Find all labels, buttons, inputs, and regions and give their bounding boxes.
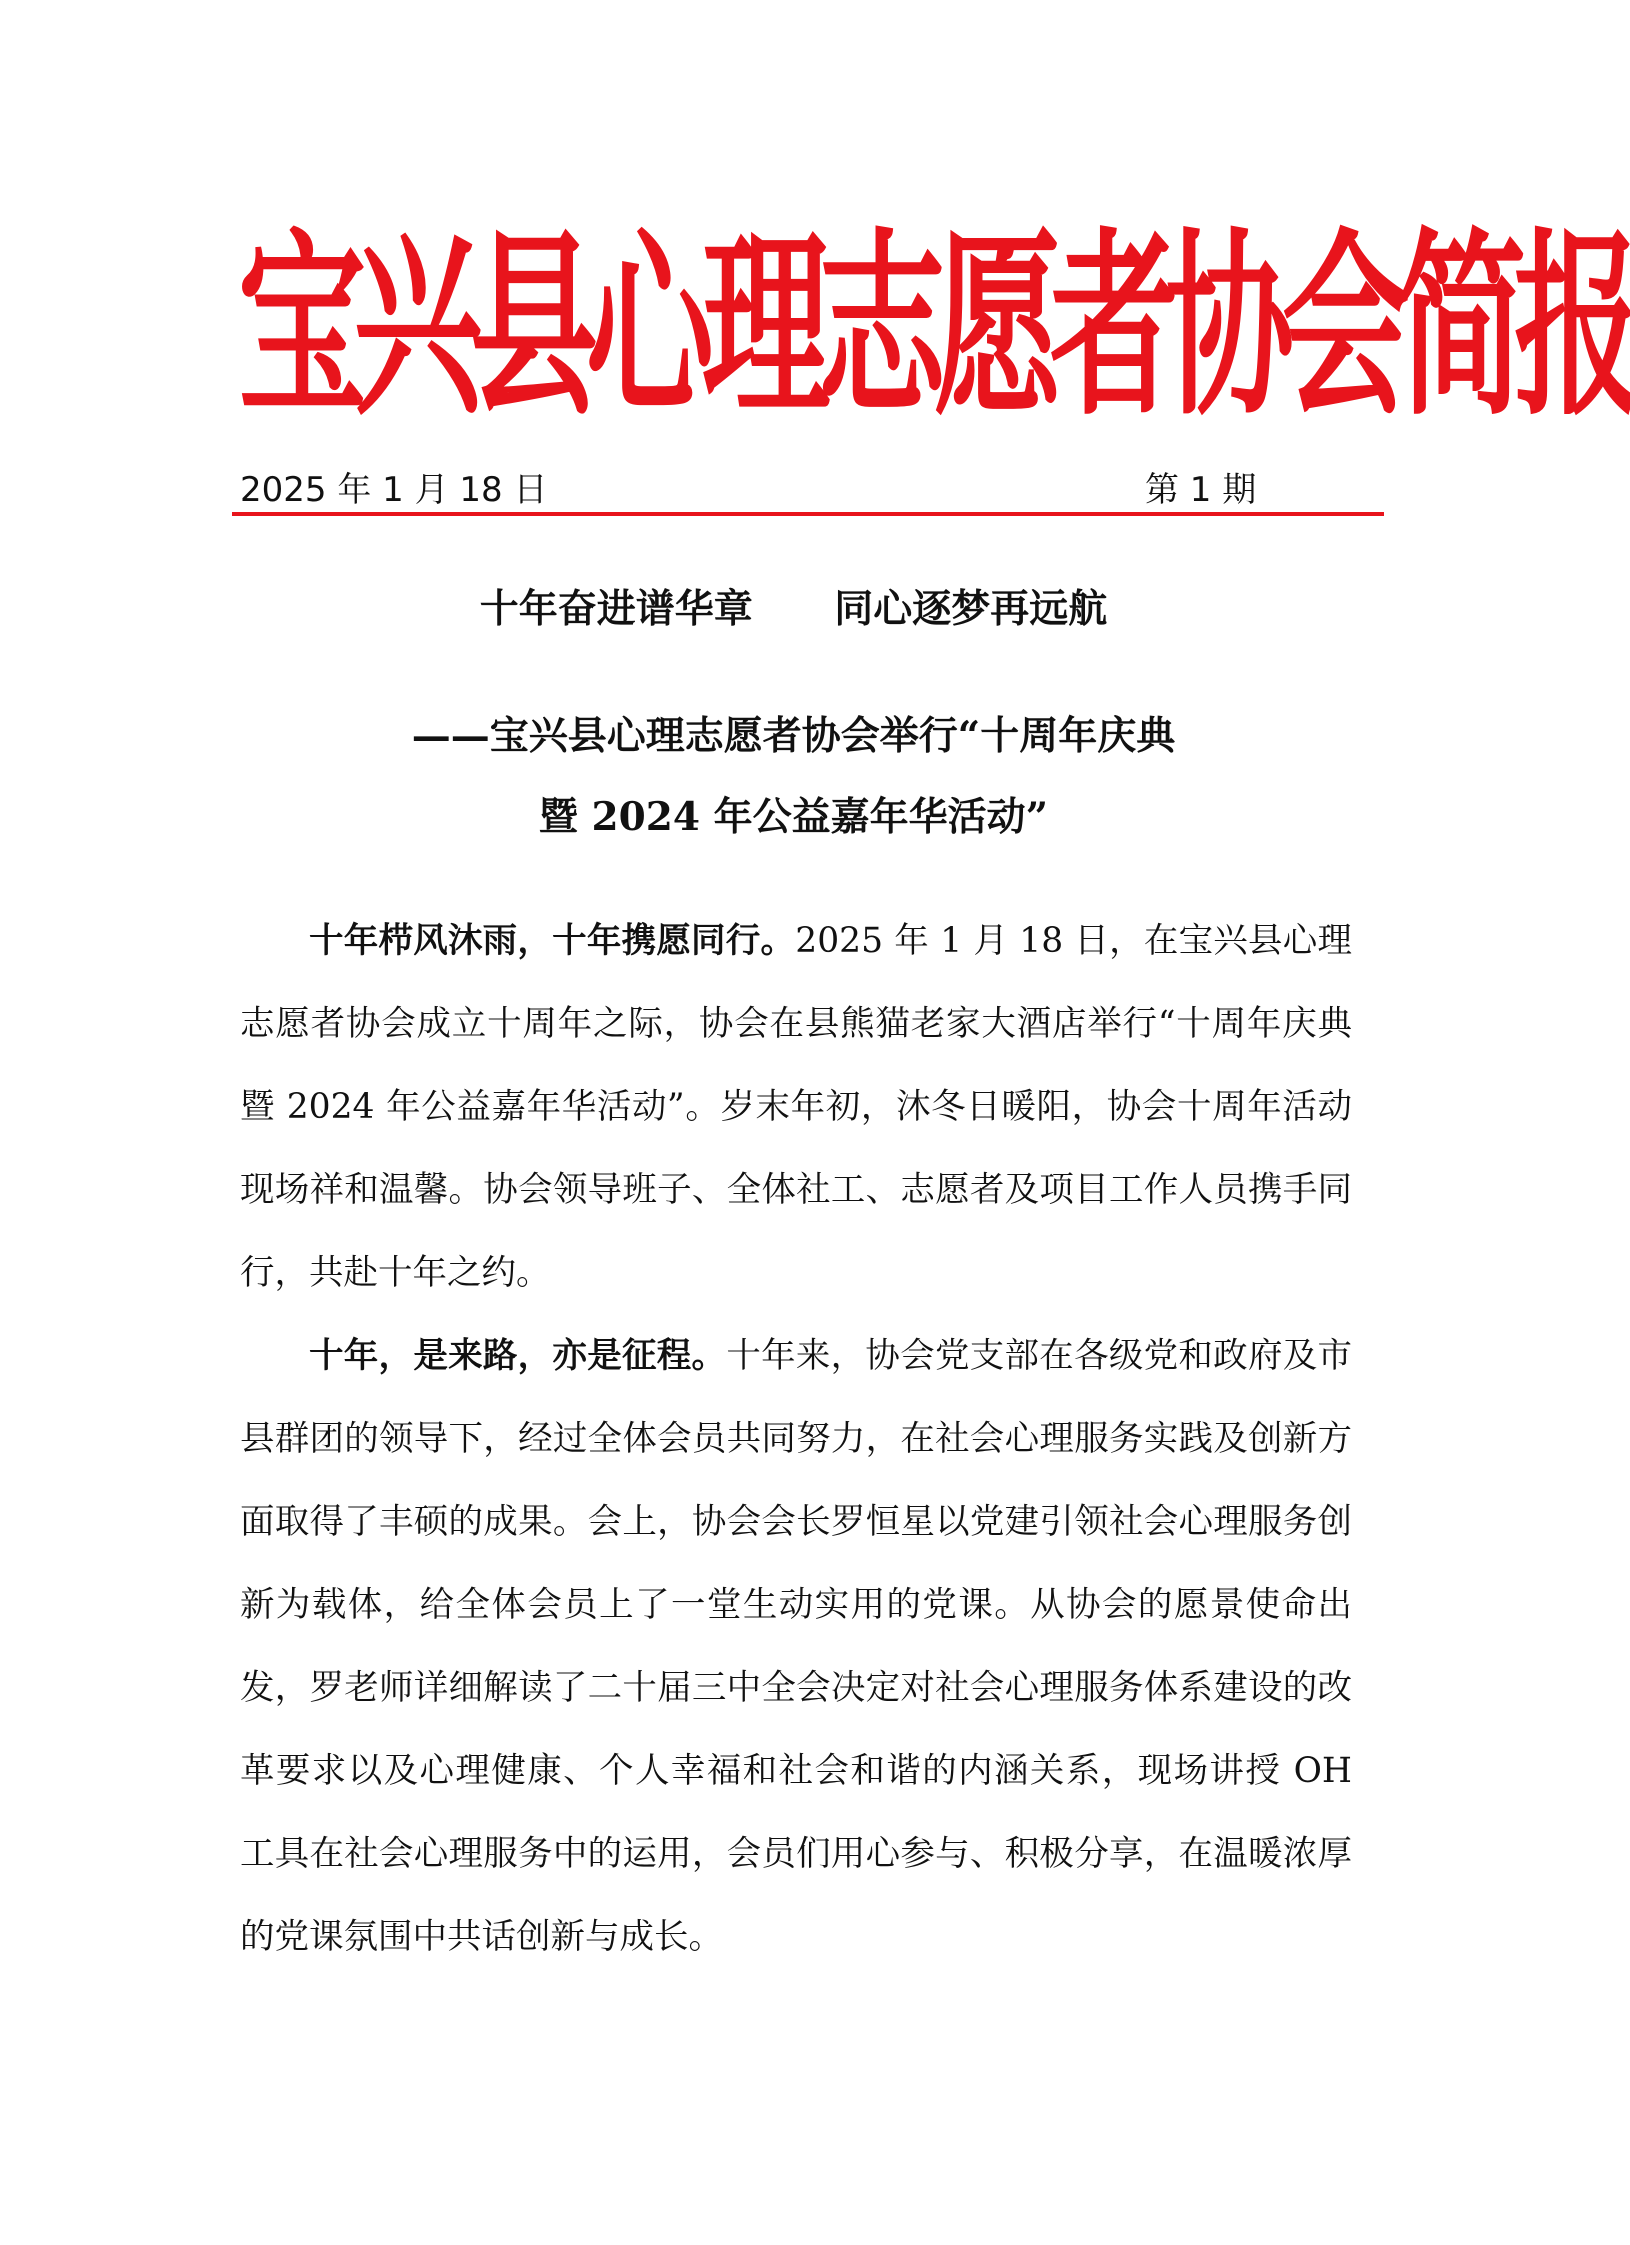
masthead-title: [238, 132, 1630, 489]
paragraph-2-lead: 十年，是来路，亦是征程。: [309, 1336, 727, 1376]
paragraph-1-text: 2025 年 1 月 18 日，在宝兴县心理志愿者协会成立十周年之际，协会在县熊猫老家大酒店举行“十周年庆典暨 2024 年公益嘉年华活动”。岁末年初，沐冬日暖阳，协会十周年活动现场祥和温馨。协会领导班子、全体社工、志愿者及项目工作人员携手同行，共赴十年之约。: [240, 921, 1353, 1293]
paragraph-1-lead: 十年栉风沐雨，十年携愿同行。: [309, 921, 796, 961]
masthead-org-name: 宝兴县心理志愿者协会: [238, 212, 1399, 444]
article-subtitle-line2: 暨 2024 年公益嘉年华活动”: [538, 794, 1049, 840]
masthead-divider: [232, 512, 1384, 516]
paragraph-1: [240, 900, 1352, 1315]
issue-number: 第 1 期: [1145, 470, 1257, 510]
paragraph-2: [240, 1315, 1352, 1979]
issue-date: 2025 年 1 月 18 日: [240, 470, 548, 510]
issue-line: [240, 462, 1260, 510]
article-title: 十年奋进谱华章 同心逐梦再远航: [479, 587, 1108, 632]
article-body: [240, 900, 1352, 1979]
paragraph-2-text: 十年来，协会党支部在各级党和政府及市县群团的领导下，经过全体会员共同努力，在社会心理服务实践及创新方面取得了丰硕的成果。会上，协会会长罗恒星以党建引领社会心理服务创新为载体，给全体会员上了一堂生动实用的党课。从协会的愿景使命出发，罗老师详细解读了二十届三中全会决定对社会心理服务体系建设的改革要求以及心理健康、个人幸福和社会和谐的内涵关系，现场讲授 OH 工具在社会心理服务中的运用，会员们用心参与、积极分享，在温暖浓厚的党课氛围中共话创新与成长。: [240, 1336, 1353, 1957]
masthead-publication-type: 简报: [1398, 212, 1630, 444]
article-subtitle-line1: ——宝兴县心理志愿者协会举行“十周年庆典: [411, 713, 1176, 759]
